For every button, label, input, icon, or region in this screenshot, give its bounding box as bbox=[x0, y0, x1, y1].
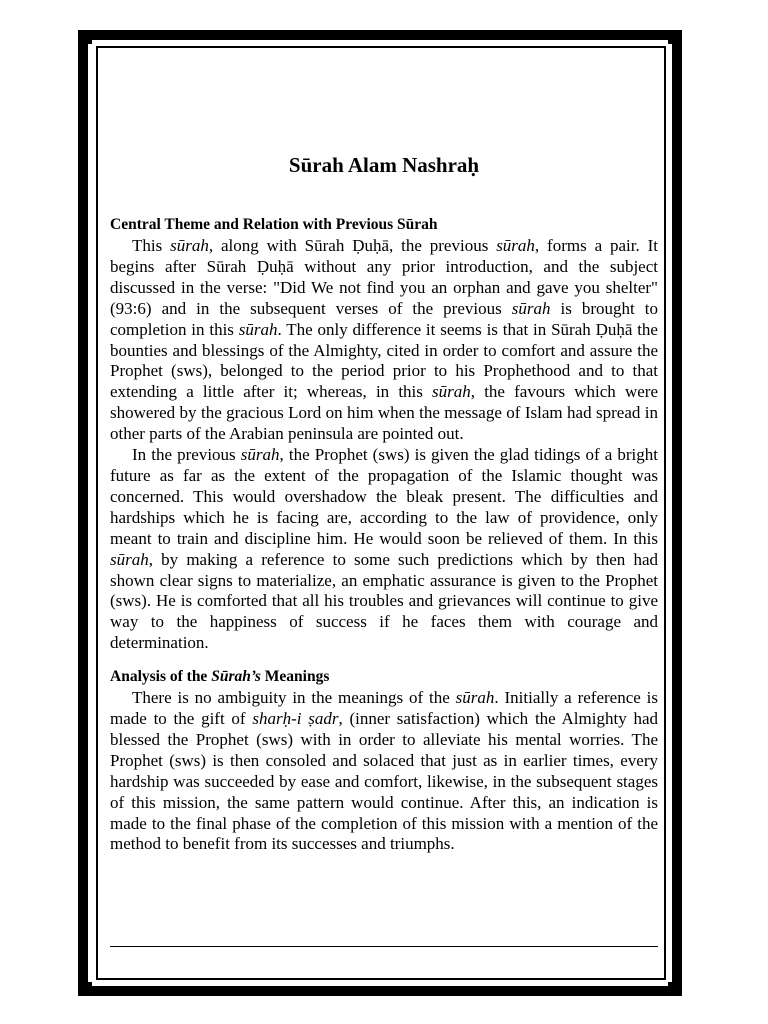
text-run: There is no ambiguity in the meanings of the bbox=[132, 688, 456, 708]
text-run: the favours which were showered by the gracious Lord on him when the message of Islam had spread in other parts of the Arabian peninsula are pointed out. bbox=[110, 382, 658, 444]
text-run: In the previous bbox=[132, 445, 241, 465]
section-heading: Central Theme and Relation with Previous Sūrah bbox=[110, 216, 438, 233]
italic-run: sūrah bbox=[240, 445, 280, 465]
section-analysis bbox=[110, 666, 658, 855]
footer-rule bbox=[110, 946, 658, 947]
italic-run: sūrah bbox=[455, 688, 495, 708]
paragraph bbox=[110, 236, 658, 445]
italic-run: sūrah, bbox=[170, 236, 214, 255]
italic-run: sūrah bbox=[110, 549, 149, 569]
page-content bbox=[110, 150, 658, 855]
italic-run: Sūrah’s bbox=[211, 668, 261, 686]
corner-ornament bbox=[78, 30, 92, 44]
text-run: along with Sūrah Ḍuḥā, the previous bbox=[213, 236, 497, 255]
italic-run: sūrah, bbox=[432, 382, 476, 402]
text-run: , the Prophet (sws) is given the glad tidings of a bright future as far as the extent of the propagation of the Islamic thought was concerned. This would overshadow the bleak present. The difficulties and hardships which he is facing are, according to the law of providence, only meant to train and discipline him. He would soon be relieved of them. In this bbox=[110, 445, 658, 548]
section-central-theme bbox=[110, 214, 658, 654]
italic-run: sūrah bbox=[496, 236, 535, 255]
text-run: , by making a reference to some such predictions which by then had shown clear signs to materialize, an emphatic assurance is given to the Prophet (sws). He is comforted that all his troubles and grievances will continue to give way to the happiness of success if he faces them with courage and determination. bbox=[110, 549, 658, 653]
text-run: . Initially a reference is made to the gift of bbox=[110, 688, 658, 729]
paragraph bbox=[110, 688, 658, 855]
corner-ornament bbox=[668, 982, 682, 996]
text-run: , (inner satisfaction) which the Almighty had blessed the Prophet (sws) with in order to alleviate his mental worries. The Prophet (sws) is then consoled and solaced that just as in earlier times, every hardship was succeeded by ease and comfort, likewise, in the subsequent stages of this mission, the same pattern would continue. After this, an indication is made to the final phase of the completion of this mission with a mention of the method to benefit from its successes and triumphs. bbox=[110, 709, 658, 854]
text-run: Meanings bbox=[260, 668, 330, 686]
paragraph bbox=[110, 445, 658, 654]
section-heading bbox=[110, 666, 658, 688]
text-run: This bbox=[132, 236, 171, 255]
text-run: is brought to completion in this bbox=[110, 298, 659, 339]
italic-run: sharḥ-i ṣadr bbox=[252, 709, 339, 729]
text-run: . The only difference it seems is that in Sūrah Ḍuḥā the bounties and blessings of the Almighty, cited in order to comfort and assure the Prophet (sws), belonged to the period prior to his Prophethood and to that extending a little after it; whereas, in this bbox=[110, 319, 658, 402]
text-run: , forms a pair. It begins after Sūrah Ḍuḥā without any prior introduction, and the subject discussed in the verse: "Did We not find you an orphan and gave you shelter" (93:6) and in the subsequent verses of the previous bbox=[110, 236, 658, 318]
page-title: Sūrah Alam Nashraḥ bbox=[288, 153, 480, 177]
corner-ornament bbox=[668, 30, 682, 44]
text-run: Analysis of the bbox=[110, 668, 212, 686]
italic-run: sūrah bbox=[238, 319, 278, 339]
italic-run: sūrah bbox=[511, 298, 551, 318]
corner-ornament bbox=[78, 982, 92, 996]
